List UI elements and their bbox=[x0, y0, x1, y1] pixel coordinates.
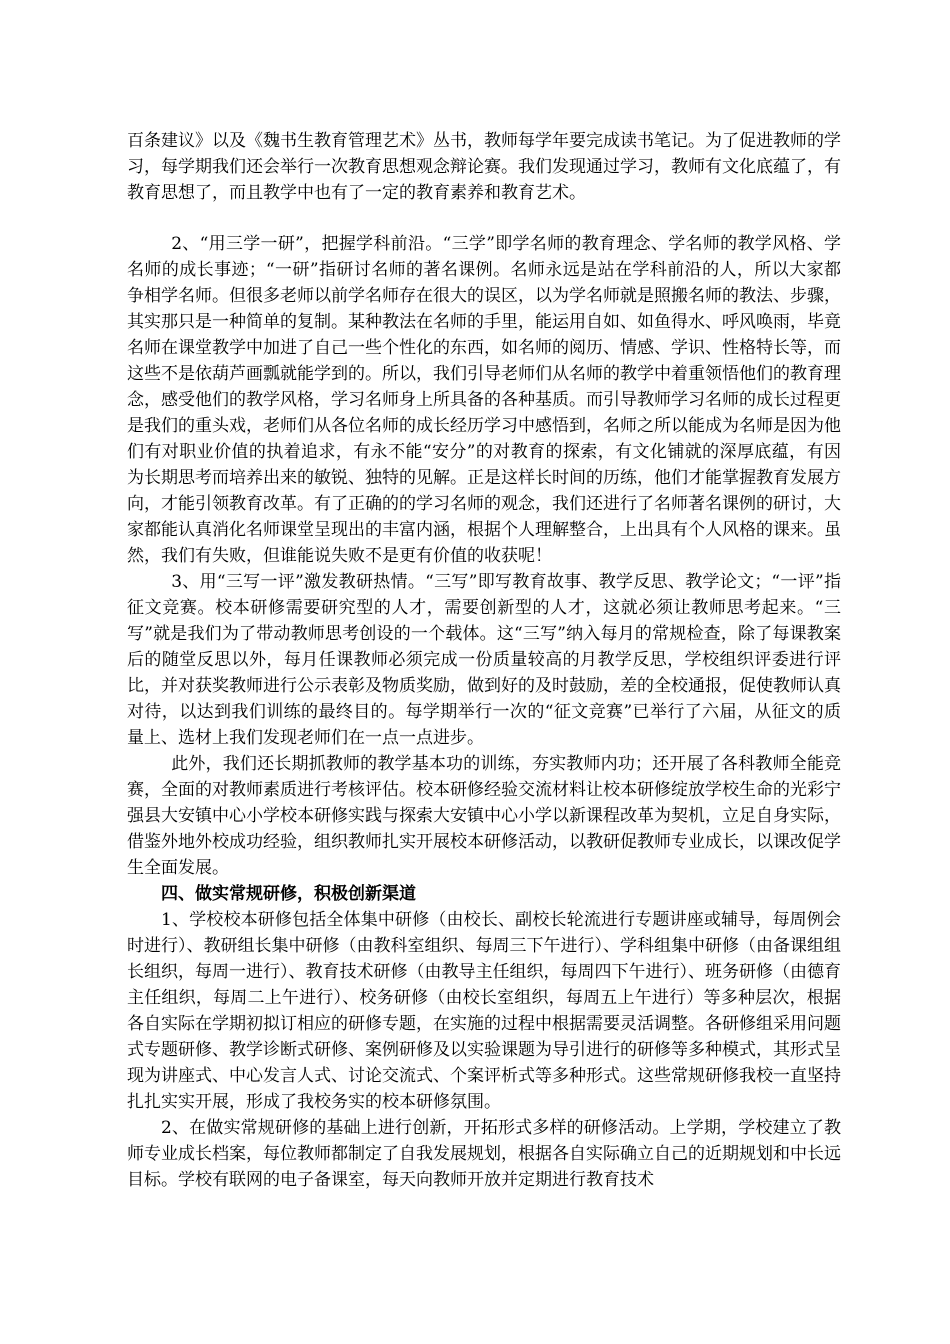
paragraph-gap bbox=[127, 206, 841, 231]
paragraph-innovation: 2、在做实常规研修的基础上进行创新，开拓形式多样的研修活动。上学期，学校建立了教师专业成长档案，每位教师都制定了自我发展规划，根据各自实际确立自己的近期规划和中长远目标。学校有联网的电子备课室，每天向教师开放并定期进行教育技术 bbox=[127, 1118, 841, 1190]
paragraph-three-learn-one-study: 2、“用三学一研”，把握学科前沿。“三学”即学名师的教育理念、学名师的教学风格、学名师的成长事迹；“一研”指研讨名师的著名课例。名师永远是站在学科前沿的人，所以大家都争相学名师。但很多老师以前学名师存在很大的误区，以为学名师就是照搬名师的教法、步骤，其实那只是一种简单的复制。某种教法在名师的手里，能运用自如、如鱼得水、呼风唤雨，毕竟名师在课堂教学中加进了自己一些个性化的东西，如名师的阅历、情感、学识、性格特长等，而这些不是依葫芦画瓢就能学到的。所以，我们引导老师们从名师的教学中着重领悟他们的教育理念，感受他们的教学风格，学习名师身上所具备的各种基质。而引导教师学习名师的成长过程更是我们的重头戏，老师们从各位名师的成长经历学习中感悟到，名师之所以能成为名师是因为他们有对职业价值的执着追求，有永不能“安分”的对教育的探索，有文化铺就的深厚底蕴，有因为长期思考而培养出来的敏锐、独特的见解。正是这样长时间的历练，他们才能掌握教育发展方向，才能引领教育改革。有了正确的的学习名师的观念，我们还进行了名师著名课例的研讨，大家都能认真消化名师课堂呈现出的丰富内涵，根据个人理解整合，上出具有个人风格的课来。虽然，我们有失败，但谁能说失败不是更有价值的收获呢！ bbox=[127, 234, 841, 566]
paragraph-three-write-one-review: 3、用“三写一评”激发教研热情。“三写”即写教育故事、教学反思、教学论文；“一评”指征文竞赛。校本研修需要研究型的人才，需要创新型的人才，这就必须让教师思考起来。“三写”就是我们为了带动教师思考创设的一个载体。这“三写”纳入每月的常规检查，除了每课教案后的随堂反思以外，每月任课教师必须完成一份质量较高的月教学反思，学校组织评委进行评比，并对获奖教师进行公示表彰及物质奖励，做到好的及时鼓励，差的全校通报，促使教师认真对待，以达到我们训练的最终目的。每学期举行一次的“征文竞赛”已举行了六届，从征文的质量上、选材上我们发现老师们在一点一点进步。 bbox=[127, 572, 841, 748]
section-heading-four: 四、做实常规研修，积极创新渠道 bbox=[161, 884, 416, 904]
paragraph-reading: 百条建议》以及《魏书生教育管理艺术》丛书，教师每学年要完成读书笔记。为了促进教师的学习，每学期我们还会举行一次教育思想观念辩论赛。我们发现通过学习，教师有文化底蕴了，有教育思想了，而且教学中也有了一定的教育素养和教育艺术。 bbox=[127, 131, 841, 203]
paragraph-routine-study: 1、学校校本研修包括全体集中研修（由校长、副校长轮流进行专题讲座或辅导，每周例会时进行）、教研组长集中研修（由教科室组织、每周三下午进行）、学科组集中研修（由备课组组长组织，每周一进行）、教育技术研修（由教导主任组织，每周四下午进行）、班务研修（由德育主任组织，每周二上午进行）、校务研修（由校长室组织，每周五上午进行）等多种层次，根据各自实际在学期初拟订相应的研修专题，在实施的过程中根据需要灵活调整。各研修组采用问题式专题研修、教学诊断式研修、案例研修及以实验课题为导引进行的研修等多种模式，其形式呈现为讲座式、中心发言人式、讨论交流式、个案评析式等多种形式。这些常规研修我校一直坚持扎扎实实开展，形成了我校务实的校本研修氛围。 bbox=[127, 910, 841, 1112]
document-body bbox=[127, 128, 841, 1193]
paragraph-additionally: 此外，我们还长期抓教师的教学基本功的训练，夯实教师内功；还开展了各科教师全能竞赛，全面的对教师素质进行考核评估。校本研修经验交流材料让校本研修绽放学校生命的光彩宁强县大安镇中心小学校本研修实践与探索大安镇中心小学以新课程改革为契机，立足自身实际，借鉴外地外校成功经验，组织教师扎实开展校本研修活动，以教研促教师专业成长，以课改促学生全面发展。 bbox=[127, 754, 841, 878]
